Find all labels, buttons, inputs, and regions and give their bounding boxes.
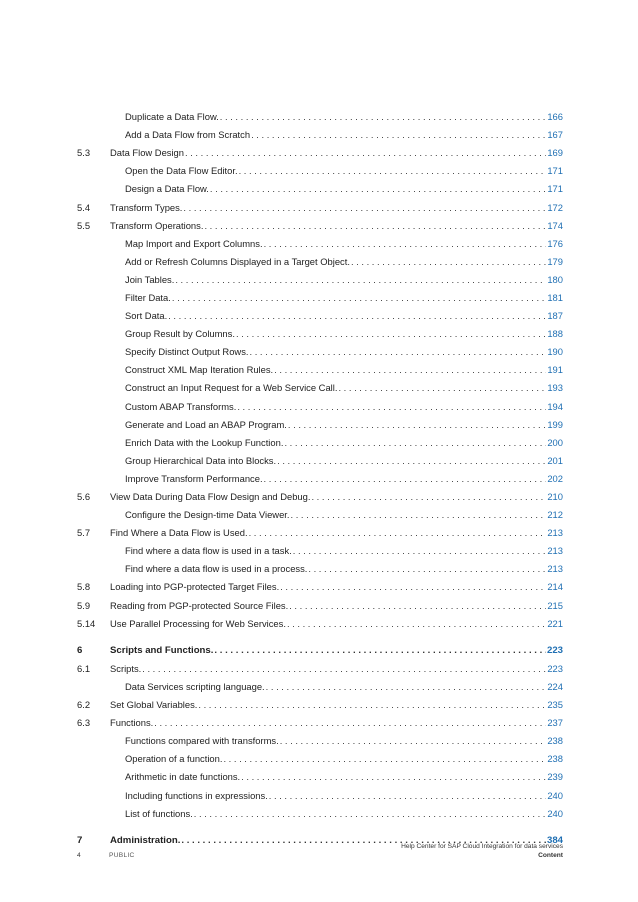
toc-entry-number: 5.8 <box>77 581 91 593</box>
dot-leader <box>308 563 546 575</box>
toc-entry[interactable] <box>77 162 563 180</box>
toc-page-link[interactable]: 171 <box>547 183 563 195</box>
toc-entry-title[interactable]: Open the Data Flow Editor. <box>125 165 238 177</box>
toc-entry-title[interactable]: Data Flow Design <box>110 147 184 159</box>
section-label: Content <box>538 852 563 859</box>
toc-entry[interactable] <box>77 642 563 660</box>
toc-page-link[interactable]: 210 <box>547 491 563 503</box>
toc-entry-title[interactable]: Data Services scripting language. <box>125 680 265 692</box>
toc-entry[interactable] <box>77 198 563 216</box>
dot-leader <box>241 771 546 783</box>
toc-entry[interactable] <box>77 307 563 325</box>
dot-leader <box>274 364 546 376</box>
toc-entry[interactable] <box>77 714 563 732</box>
toc-entry-title[interactable]: Find where a data flow is used in a task. <box>125 545 292 557</box>
dot-leader <box>264 238 547 250</box>
toc-entry[interactable] <box>77 108 563 126</box>
table-of-contents <box>77 108 563 850</box>
toc-entry-title[interactable]: Scripts. <box>110 662 142 674</box>
dot-leader <box>198 699 546 711</box>
dot-leader <box>194 808 547 820</box>
toc-entry[interactable] <box>77 271 563 289</box>
toc-entry-title[interactable]: Enrich Data with the Lookup Function. <box>125 436 284 448</box>
dot-leader <box>142 663 546 675</box>
toc-page-link[interactable]: 213 <box>547 563 563 575</box>
toc-entry-title[interactable]: Group Result by Columns. <box>125 328 235 340</box>
toc-entry[interactable] <box>77 398 563 416</box>
dot-leader <box>168 310 546 322</box>
toc-page-link[interactable]: 215 <box>547 599 563 611</box>
dot-leader <box>172 292 546 304</box>
toc-entry[interactable] <box>77 732 563 750</box>
toc-entry-title[interactable]: List of functions. <box>125 807 193 819</box>
toc-entry-title[interactable]: Functions compared with transforms. <box>125 735 279 747</box>
toc-entry[interactable] <box>77 144 563 162</box>
toc-page-link[interactable]: 172 <box>547 201 563 213</box>
toc-page-link[interactable]: 174 <box>547 219 563 231</box>
dot-leader <box>237 401 546 413</box>
toc-entry-title[interactable]: Design a Data Flow. <box>125 183 209 195</box>
dot-leader <box>204 220 546 232</box>
toc-page-link[interactable]: 194 <box>547 400 563 412</box>
dot-leader <box>288 419 546 431</box>
toc-entry-number: 6.3 <box>77 717 91 729</box>
toc-entry-title[interactable]: View Data During Data Flow Design and Debug. <box>110 491 311 503</box>
toc-page-link[interactable]: 180 <box>547 273 563 285</box>
toc-entry-number: 5.3 <box>77 147 91 159</box>
toc-page-link[interactable]: 193 <box>547 382 563 394</box>
dot-leader <box>284 437 546 449</box>
dot-leader <box>269 790 547 802</box>
toc-entry[interactable] <box>77 361 563 379</box>
toc-entry[interactable] <box>77 434 563 452</box>
toc-entry[interactable] <box>77 126 563 144</box>
dot-leader <box>236 328 546 340</box>
toc-entry[interactable] <box>77 470 563 488</box>
toc-entry-title[interactable]: Construct XML Map Iteration Rules. <box>125 364 274 376</box>
dot-leader <box>214 645 546 657</box>
toc-page-link[interactable]: 212 <box>547 509 563 521</box>
toc-entry[interactable] <box>77 678 563 696</box>
toc-page-link[interactable]: 199 <box>547 418 563 430</box>
toc-entry-title[interactable]: Add or Refresh Columns Displayed in a Target Object. <box>125 255 350 267</box>
toc-entry-title[interactable]: Transform Operations. <box>110 219 204 231</box>
toc-entry[interactable] <box>77 615 563 633</box>
toc-page-link[interactable]: 176 <box>547 237 563 249</box>
toc-entry-title[interactable]: Use Parallel Processing for Web Services. <box>110 617 286 629</box>
toc-page-link[interactable]: 240 <box>547 789 563 801</box>
toc-page-link[interactable]: 201 <box>547 454 563 466</box>
toc-entry[interactable] <box>77 289 563 307</box>
toc-entry-title[interactable]: Scripts and Functions. <box>110 644 214 656</box>
toc-page-link[interactable]: 221 <box>547 617 563 629</box>
toc-entry-title[interactable]: Reading from PGP-protected Source Files. <box>110 599 289 611</box>
dot-leader <box>280 581 546 593</box>
toc-page-link[interactable]: 223 <box>547 662 563 674</box>
toc-entry[interactable] <box>77 660 563 678</box>
dot-leader <box>291 509 547 521</box>
dot-leader <box>251 129 546 141</box>
dot-leader <box>280 735 547 747</box>
toc-page-link[interactable]: 202 <box>547 472 563 484</box>
toc-page-link[interactable]: 224 <box>547 680 563 692</box>
toc-entry[interactable] <box>77 253 563 271</box>
toc-entry-number: 6.2 <box>77 699 91 711</box>
dot-leader <box>293 545 547 557</box>
toc-entry-title[interactable]: Functions. <box>110 717 154 729</box>
toc-entry[interactable] <box>77 805 563 823</box>
toc-entry-title[interactable]: Operation of a function. <box>125 753 223 765</box>
toc-entry-title[interactable]: Administration. <box>110 834 181 846</box>
toc-page-link[interactable]: 384 <box>546 834 563 846</box>
dot-leader <box>264 473 547 485</box>
toc-entry[interactable] <box>77 416 563 434</box>
toc-entry[interactable] <box>77 560 563 578</box>
toc-entry[interactable] <box>77 235 563 253</box>
toc-page-link[interactable]: 223 <box>546 644 563 656</box>
toc-entry[interactable] <box>77 325 563 343</box>
toc-entry[interactable] <box>77 379 563 397</box>
dot-leader <box>185 147 546 159</box>
toc-entry[interactable] <box>77 786 563 804</box>
toc-page-link[interactable]: 200 <box>547 436 563 448</box>
toc-entry[interactable] <box>77 696 563 714</box>
toc-page-link[interactable]: 166 <box>547 111 563 123</box>
toc-entry-title[interactable]: Transform Types. <box>110 201 183 213</box>
dot-leader <box>183 202 546 214</box>
toc-page-link[interactable]: 171 <box>547 165 563 177</box>
toc-page-link[interactable]: 238 <box>547 735 563 747</box>
toc-entry-number: 7 <box>77 834 83 846</box>
toc-entry-title[interactable]: Join Tables. <box>125 273 175 285</box>
toc-entry[interactable] <box>77 488 563 506</box>
toc-entry-number: 5.7 <box>77 527 91 539</box>
toc-entry-title[interactable]: Find Where a Data Flow is Used. <box>110 527 248 539</box>
toc-entry[interactable] <box>77 542 563 560</box>
toc-page-link[interactable]: 235 <box>547 699 563 711</box>
toc-entry-title[interactable]: Filter Data. <box>125 291 171 303</box>
toc-entry[interactable] <box>77 506 563 524</box>
toc-page-link[interactable]: 181 <box>547 291 563 303</box>
toc-entry-title[interactable]: Generate and Load an ABAP Program. <box>125 418 287 430</box>
toc-entry[interactable] <box>77 524 563 542</box>
dot-leader <box>351 256 546 268</box>
toc-entry-title[interactable]: Construct an Input Request for a Web Service Call. <box>125 382 338 394</box>
toc-page-link[interactable]: 191 <box>547 364 563 376</box>
toc-entry-title[interactable]: Custom ABAP Transforms. <box>125 400 237 412</box>
toc-entry-number: 5.6 <box>77 491 91 503</box>
toc-entry-number: 6 <box>77 644 83 656</box>
toc-entry[interactable] <box>77 180 563 198</box>
toc-page-link[interactable]: 213 <box>547 545 563 557</box>
toc-entry-title[interactable]: Group Hierarchical Data into Blocks. <box>125 454 277 466</box>
toc-entry[interactable] <box>77 750 563 768</box>
toc-entry-title[interactable]: Sort Data. <box>125 310 168 322</box>
toc-entry-number: 5.9 <box>77 599 91 611</box>
dot-leader <box>239 165 547 177</box>
toc-entry[interactable] <box>77 452 563 470</box>
dot-leader <box>223 753 546 765</box>
toc-entry[interactable] <box>77 597 563 615</box>
dot-leader <box>249 527 547 539</box>
document-title: Help Center for SAP Cloud Integration for data services <box>401 843 563 850</box>
toc-entry-title[interactable]: Map Import and Export Columns. <box>125 237 263 249</box>
dot-leader <box>175 274 546 286</box>
dot-leader <box>277 455 546 467</box>
toc-entry-title[interactable]: Specify Distinct Output Rows. <box>125 346 249 358</box>
dot-leader <box>287 618 546 630</box>
toc-page-link[interactable]: 188 <box>547 328 563 340</box>
dot-leader <box>311 491 546 503</box>
toc-page-link[interactable]: 239 <box>547 771 563 783</box>
toc-entry-title[interactable]: Improve Transform Performance. <box>125 472 263 484</box>
toc-entry-number: 6.1 <box>77 662 91 674</box>
toc-entry-title[interactable]: Loading into PGP-protected Target Files. <box>110 581 280 593</box>
toc-entry-number: 5.14 <box>77 617 96 629</box>
toc-page-link[interactable]: 238 <box>547 753 563 765</box>
toc-page-link[interactable]: 167 <box>547 129 563 141</box>
toc-page-link[interactable]: 214 <box>547 581 563 593</box>
dot-leader <box>154 717 546 729</box>
toc-page-link[interactable]: 240 <box>547 807 563 819</box>
toc-entry-title[interactable]: Arithmetic in date functions. <box>125 771 241 783</box>
page-number: 4 <box>77 852 81 859</box>
toc-page-link[interactable]: 179 <box>547 255 563 267</box>
section-gap <box>77 823 563 832</box>
toc-entry-title[interactable]: Find where a data flow is used in a process. <box>125 563 308 575</box>
toc-page-link[interactable]: 187 <box>547 310 563 322</box>
dot-leader <box>266 681 547 693</box>
toc-page-link[interactable]: 213 <box>547 527 563 539</box>
toc-entry-title[interactable]: Duplicate a Data Flow. <box>125 111 219 123</box>
dot-leader <box>289 600 546 612</box>
toc-page-link[interactable]: 190 <box>547 346 563 358</box>
toc-entry-number: 5.5 <box>77 219 91 231</box>
toc-entry[interactable] <box>77 578 563 596</box>
classification-label: PUBLIC <box>109 852 135 859</box>
dot-leader <box>210 183 546 195</box>
toc-entry-title[interactable]: Including functions in expressions. <box>125 789 268 801</box>
toc-page-link[interactable]: 237 <box>547 717 563 729</box>
dot-leader <box>249 346 546 358</box>
toc-entry-title[interactable]: Set Global Variables. <box>110 699 198 711</box>
toc-entry-title[interactable]: Add a Data Flow from Scratch <box>125 129 251 141</box>
toc-entry[interactable] <box>77 217 563 235</box>
toc-page-link[interactable]: 169 <box>547 147 563 159</box>
toc-entry-title[interactable]: Configure the Design-time Data Viewer. <box>125 509 290 521</box>
toc-entry[interactable] <box>77 343 563 361</box>
section-gap <box>77 633 563 642</box>
dot-leader <box>220 111 547 123</box>
toc-entry-number: 5.4 <box>77 201 91 213</box>
dot-leader <box>338 382 546 394</box>
toc-entry[interactable] <box>77 768 563 786</box>
